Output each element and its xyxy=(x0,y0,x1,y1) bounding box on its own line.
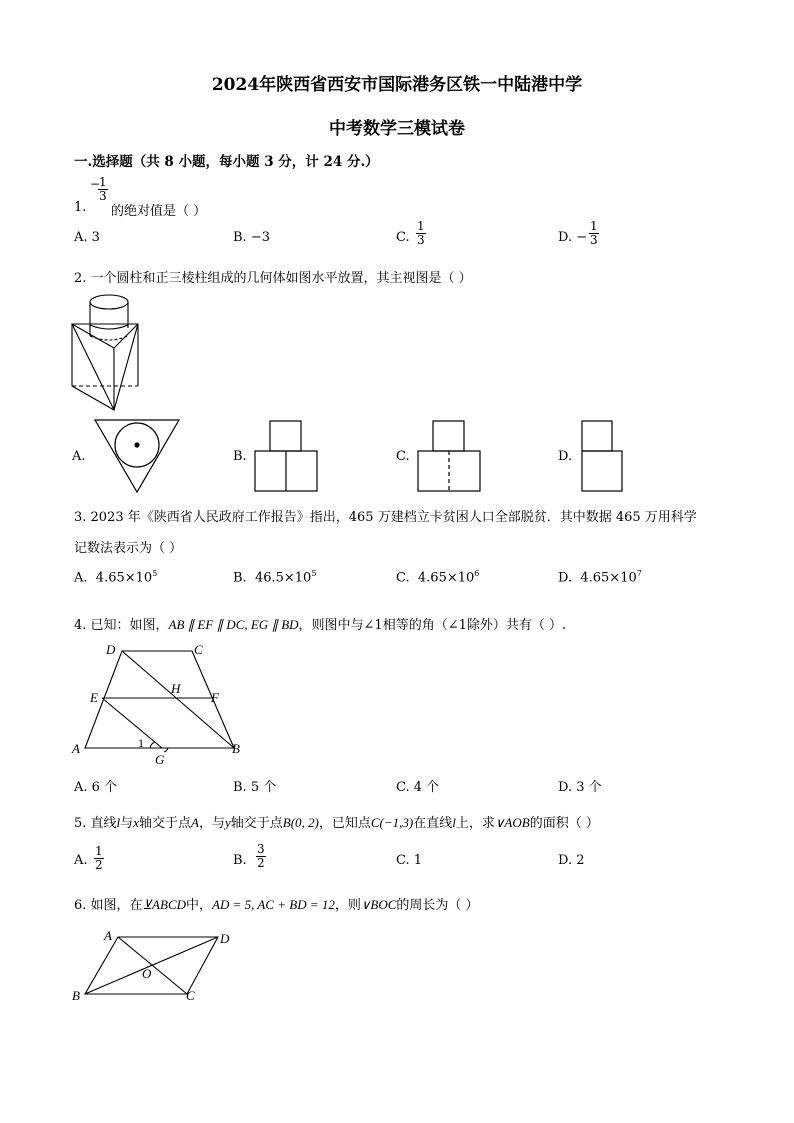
q2-option-a-center-dot xyxy=(134,442,139,447)
q6-text-2: ，则 xyxy=(334,898,361,913)
q5-text-1: 与 xyxy=(120,816,134,831)
q6-text-1: 中， xyxy=(186,898,213,913)
q3-option-d-label: D. xyxy=(558,570,573,586)
q4-option-b: B. 5 个 xyxy=(233,780,277,795)
q2-solid-figure xyxy=(66,290,148,414)
q1-opt-c-den: 3 xyxy=(417,233,425,247)
q6-parallelogram-figure xyxy=(66,924,242,1006)
q4-stem-pre: 4. 已知：如图， xyxy=(74,618,169,633)
q3-option-b-base: 46.5×10 xyxy=(254,570,312,586)
q5-text-2: 轴交于点 xyxy=(138,816,191,831)
q4-label-e: E xyxy=(90,690,98,705)
q5-option-c: C. 1 xyxy=(396,853,423,868)
q5-var-l: l xyxy=(116,815,121,830)
q4-option-a: A. 6 个 xyxy=(74,780,118,795)
q2-option-d-figure xyxy=(578,419,626,493)
q4-stem xyxy=(74,614,566,633)
q2-option-b-figure xyxy=(253,419,319,493)
q5-var-x: x xyxy=(133,815,139,830)
q5-text-3: ，与 xyxy=(198,816,225,831)
q4-label-g: G xyxy=(155,752,165,767)
q1-option-c-label: C. xyxy=(396,230,410,245)
q3-option-b xyxy=(233,569,316,585)
q3-option-c-label: C. xyxy=(396,570,410,586)
q1-frac-num: 1 xyxy=(99,175,107,189)
q4-label-b: B xyxy=(232,741,240,756)
q5-text-4: 轴交于点 xyxy=(230,816,283,831)
q1-opt-c-num: 1 xyxy=(417,219,425,233)
q1-option-d-label: D. − xyxy=(558,230,588,245)
q1-opt-d-num: 1 xyxy=(590,219,598,233)
q5-point-b: B(0, 2) xyxy=(282,815,319,830)
q3-option-d-exp: 7 xyxy=(636,569,642,578)
q3-option-a-label: A. xyxy=(74,570,88,586)
q3-option-a xyxy=(74,569,157,585)
q6-text-3: 的周长为（ ） xyxy=(396,898,479,913)
q5-triangle-aob: ∨AOB xyxy=(494,815,530,830)
q3-option-c xyxy=(396,569,479,585)
q5-text-7: 上，求 xyxy=(455,816,495,831)
q3-option-a-base: 4.65×10 xyxy=(95,570,153,586)
q5-stem-pre: 5. 直线 xyxy=(74,816,117,831)
q1-number: 1. xyxy=(74,200,87,215)
q6-stem xyxy=(74,894,479,913)
q6-condition: AD = 5, AC + BD = 12 xyxy=(212,897,335,912)
q4-label-angle1: 1 xyxy=(138,736,144,750)
q3-option-b-label: B. xyxy=(233,570,247,586)
q2-option-a-label: A. xyxy=(72,449,86,464)
q5-text-5: ，已知点 xyxy=(318,816,371,831)
q3-stem-line2: 记数法表示为（ ） xyxy=(74,541,183,556)
q1-fraction xyxy=(98,176,108,203)
q3-option-b-exp: 5 xyxy=(311,569,317,578)
q1-option-a: A. 3 xyxy=(74,230,100,245)
q1-frac-den: 3 xyxy=(99,189,107,203)
q6-stem-pre: 6. 如图，在 xyxy=(74,898,143,913)
q6-triangle-boc: ∨BOC xyxy=(360,897,397,912)
q4-label-c: C xyxy=(194,642,203,657)
page-subtitle: 中考数学三模试卷 xyxy=(329,119,465,139)
page-title: 2024年陕西省西安市国际港务区铁一中陆港中学 xyxy=(211,75,583,95)
q4-label-f: F xyxy=(211,690,219,705)
q1-option-c-fraction xyxy=(416,220,426,247)
q3-option-a-exp: 5 xyxy=(152,569,158,578)
q6-label-c: C xyxy=(186,988,195,1003)
q2-option-b-label: B. xyxy=(233,449,247,464)
q5-var-l2: l xyxy=(452,815,456,830)
q3-option-c-base: 4.65×10 xyxy=(417,570,475,586)
q5-text-6: 在直线 xyxy=(413,816,453,831)
q5-opt-a-num: 1 xyxy=(95,844,103,858)
q6-label-a: A xyxy=(104,928,112,943)
q3-option-d-base: 4.65×10 xyxy=(580,570,637,586)
q3-option-d xyxy=(558,569,642,585)
q5-var-y: y xyxy=(224,815,231,830)
q1-stem: 的绝对值是（ ） xyxy=(111,204,207,219)
q5-option-b-fraction xyxy=(256,843,266,870)
q5-text-8: 的面积（ ） xyxy=(529,816,599,831)
q5-option-a-label: A. xyxy=(74,853,88,868)
q5-stem xyxy=(74,812,599,831)
q4-option-d: D. 3 个 xyxy=(558,780,602,795)
q3-option-c-exp: 6 xyxy=(474,569,480,578)
q4-option-c: C. 4 个 xyxy=(396,780,440,795)
q5-option-b-label: B. xyxy=(233,853,247,868)
q1-option-d-fraction xyxy=(589,220,599,247)
q5-opt-b-den: 2 xyxy=(257,856,265,870)
q1-option-b: B. −3 xyxy=(233,230,270,245)
q5-option-d: D. 2 xyxy=(558,853,585,868)
q4-stem-math: AB ∥ EF ∥ DC, EG ∥ BD xyxy=(168,617,299,632)
q1-opt-d-den: 3 xyxy=(590,233,598,247)
q3-stem-line1: 3. 2023 年《陕西省人民政府工作报告》指出，465 万建档立卡贫困人口全部脱贫．其中数据 465 万用科学 xyxy=(74,510,697,525)
q4-stem-post: ，则图中与∠1相等的角（∠1除外）共有（ ）. xyxy=(298,618,567,633)
q6-label-d: D xyxy=(220,931,230,946)
q4-label-a: A xyxy=(72,741,80,756)
q2-option-a-figure xyxy=(92,417,182,495)
q5-opt-a-den: 2 xyxy=(95,858,103,872)
q4-label-d: D xyxy=(106,642,116,657)
q4-label-h: H xyxy=(171,681,181,696)
q5-option-a-fraction xyxy=(94,845,104,872)
q5-point-a: A xyxy=(190,815,199,830)
q6-label-o: O xyxy=(142,966,152,981)
q2-option-c-label: C. xyxy=(396,449,410,464)
q2-option-d-label: D. xyxy=(558,449,573,464)
q2-option-c-figure xyxy=(416,419,482,493)
q6-parallelogram: ⊻ABCD xyxy=(142,897,187,912)
q1-minus: − xyxy=(90,177,101,191)
q5-opt-b-num: 3 xyxy=(257,842,265,856)
q6-label-b: B xyxy=(72,988,80,1003)
section-heading: 一.选择题（共 8 小题，每小题 3 分，计 24 分.） xyxy=(74,154,379,170)
q4-trapezoid-figure xyxy=(66,640,256,770)
q2-stem: 2. 一个圆柱和正三棱柱组成的几何体如图水平放置，其主视图是（ ） xyxy=(74,271,472,286)
q5-point-c: C(−1,3) xyxy=(370,815,414,830)
